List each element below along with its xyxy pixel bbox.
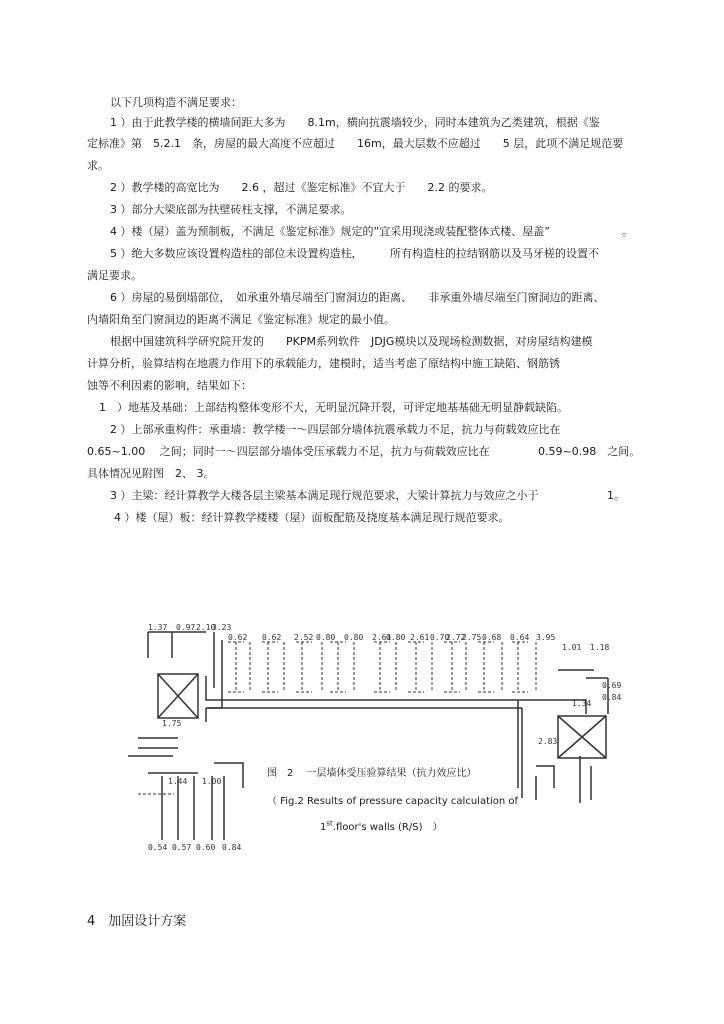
figure-caption-en-line-1: （ Fig.2 Results of pressure capacity calculation of	[267, 796, 519, 807]
result-2-line-2-end: 0.59~0.98 之间。	[538, 445, 641, 458]
svg-text:2.10: 2.10	[196, 623, 216, 632]
paragraph-intro: 以下几项构造不满足要求：	[110, 96, 242, 109]
svg-text:1.34: 1.34	[572, 699, 592, 708]
svg-text:2.72: 2.72	[446, 633, 466, 642]
svg-text:0.97: 0.97	[176, 623, 196, 632]
paragraph-item-4: 4 ）楼（屋）盖为预制板，不满足《鉴定标准》规定的”宜采用现浇或装配整体式楼、屋盖”	[110, 225, 550, 238]
paragraph-analysis-line-2: 计算分析，验算结构在地震力作用下的承载能力，建模时，适当考虑了原结构中施工缺陷、钢筋锈	[87, 357, 560, 370]
svg-text:1.01: 1.01	[562, 643, 582, 652]
paragraph-item-6-line-1: 6 ）房屋的易倒塌部位， 如承重外墙尽端至门窗洞边的距离、 非承重外墙尽端至门窗洞边的距离、	[110, 291, 605, 304]
svg-text:0.80: 0.80	[344, 633, 364, 642]
result-2-line-2: 0.65~1.00 之间；同时一～四层部分墙体受压承载力不足，抗力与荷载效应比在	[87, 445, 490, 458]
svg-text:3.23: 3.23	[212, 623, 232, 632]
figure-caption	[246, 750, 519, 845]
svg-text:2.61: 2.61	[410, 633, 430, 642]
svg-text:2.83: 2.83	[538, 737, 558, 746]
paragraph-analysis-line-3: 蚀等不利因素的影响，结果如下：	[87, 379, 252, 392]
svg-text:1.37: 1.37	[148, 623, 168, 632]
svg-text:3.95: 3.95	[536, 633, 556, 642]
paragraph-item-2: 2 ）教学楼的高宽比为 2.6 ，超过《鉴定标准》不宜大于 2.2 的要求。	[110, 181, 493, 194]
paragraph-item-5-line-2: 满足要求。	[87, 269, 142, 282]
result-2-line-3: 具体情况见附图 2、 3。	[87, 467, 215, 480]
svg-text:0.54: 0.54	[148, 843, 168, 852]
paragraph-item-4-end: 。	[622, 225, 633, 238]
svg-text:0.57: 0.57	[172, 843, 192, 852]
svg-text:0.68: 0.68	[482, 633, 502, 642]
paragraph-analysis-line-1: 根据中国建筑科学研究院开发的 PKPM系列软件 JDJG模块以及现场检测数据，对房屋结构建模	[110, 335, 593, 348]
svg-text:0.60: 0.60	[196, 843, 216, 852]
paragraph-item-3: 3 ）部分大梁底部为扶壁砖柱支撑，不满足要求。	[110, 203, 352, 216]
svg-text:0.80: 0.80	[386, 633, 406, 642]
paragraph-item-6-line-2: 内墙阳角至门窗洞边的距离不满足《鉴定标准》规定的最小值。	[87, 313, 395, 326]
paragraph-item-1-line-3: 求。	[87, 159, 109, 172]
result-4: 4 ）楼（屋）板：经计算教学楼楼（屋）面板配筋及挠度基本满足现行规范要求。	[114, 511, 510, 524]
figure-caption-cn: 图 2 一层墙体受压验算结果（抗力效应比）	[267, 768, 477, 779]
result-1: 1 ）地基及基础：上部结构整体变形不大，无明显沉降开裂，可评定地基基础无明显静载缺陷。	[99, 401, 568, 414]
svg-text:1.75: 1.75	[162, 719, 182, 728]
paragraph-item-1-line-1: 1 ）由于此教学楼的横墙间距大多为 8.1m，横向抗震墙较少，同时本建筑为乙类建筑，根据《鉴	[110, 116, 600, 129]
svg-text:1.44: 1.44	[168, 777, 188, 786]
svg-text:0.70: 0.70	[430, 633, 450, 642]
svg-text:2.61: 2.61	[372, 633, 392, 642]
paragraph-item-1-line-2: 定标准》第 5.2.1 条，房屋的最大高度不应超过 16m，最大层数不应超过 5 层，此项不满足规范要	[87, 137, 624, 150]
floor-plan-figure	[118, 618, 648, 858]
svg-text:0.64: 0.64	[510, 633, 530, 642]
svg-text:2.75: 2.75	[462, 633, 482, 642]
svg-text:0.69: 0.69	[602, 681, 622, 690]
svg-text:0.80: 0.80	[316, 633, 336, 642]
figure-caption-en-line-2: 1st.floor's walls (R/S) ）	[320, 819, 443, 833]
result-3: 3 ）主梁：经计算教学大楼各层主梁基本满足现行规范要求，大梁计算抗力与效应之小于	[110, 489, 539, 502]
svg-text:0.62: 0.62	[228, 633, 248, 642]
result-2-line-1: 2 ）上部承重构件：承重墙：教学楼一～四层部分墙体抗震承载力不足，抗力与荷载效应比在	[110, 423, 561, 436]
svg-text:2.52: 2.52	[294, 633, 314, 642]
svg-text:0.84: 0.84	[222, 843, 242, 852]
paragraph-item-5-line-1: 5 ）绝大多数应该设置构造柱的部位未设置构造柱， 所有构造柱的拉结钢筋以及马牙槎的设置不	[110, 247, 599, 260]
svg-text:0.84: 0.84	[602, 693, 622, 702]
svg-text:0.62: 0.62	[262, 633, 282, 642]
result-3-end: 1。	[607, 489, 625, 502]
svg-text:1.00: 1.00	[202, 777, 222, 786]
svg-text:1.18: 1.18	[590, 643, 610, 652]
section-heading: 4 加固设计方案	[87, 914, 187, 929]
